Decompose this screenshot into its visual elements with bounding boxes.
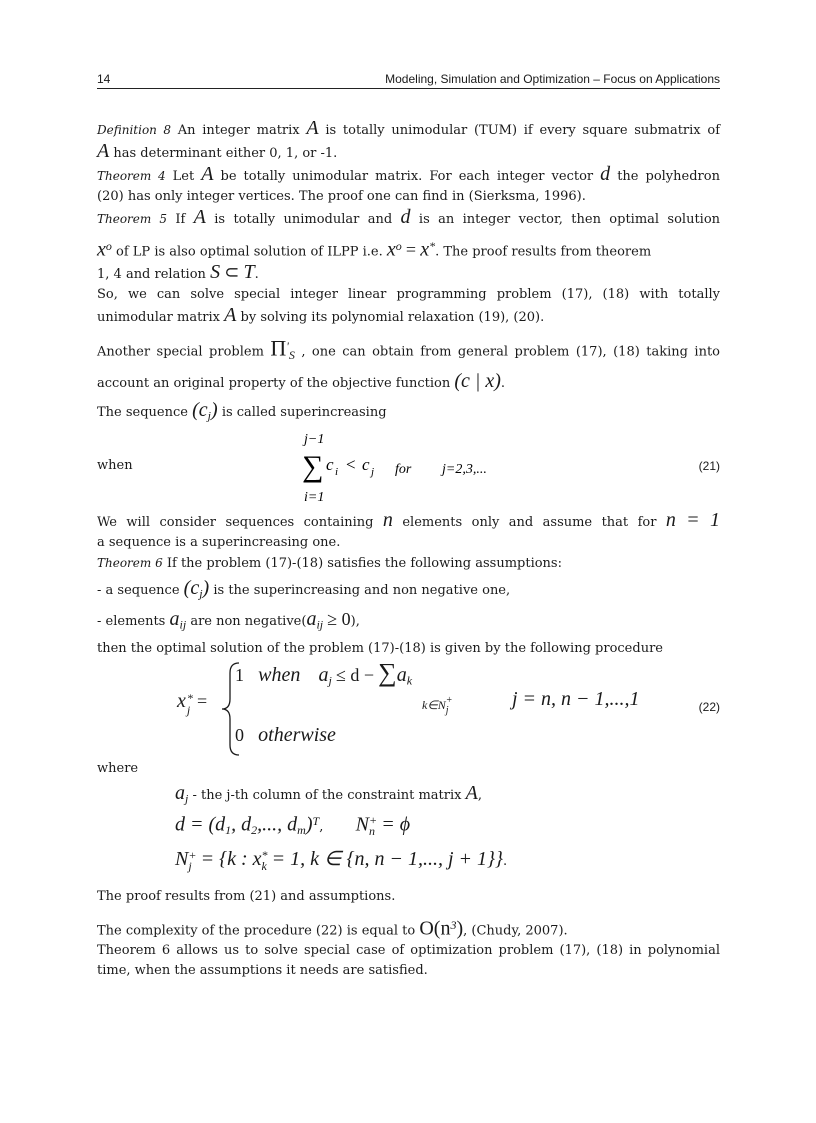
where-label: where (97, 761, 139, 777)
eq22-case-0: 0 otherwise (235, 724, 336, 747)
eq21-lt: < (346, 454, 356, 474)
where-definitions (175, 809, 720, 887)
theorem-5-line-2: $x^o$ of LP is also optimal solution of ILPP i.e. $x^o = x^*$. The proof results from theorem (97, 238, 652, 261)
where-aj-definition: $a_j$ - the j-th column of the constraint matrix A, (175, 782, 482, 806)
definition-8-line-2: A has determinant either 0, 1, or -1. (97, 140, 338, 162)
definition-8-line-1: Definition 8 An integer matrix A is totally unimodular (TUM) if every square submatrix of (97, 117, 721, 139)
eq21-when: when (97, 457, 133, 473)
equation-22 (97, 658, 720, 757)
eq21-number: (21) (698, 458, 720, 473)
running-header (97, 72, 720, 89)
theorem-label: Theorem 5 (97, 212, 167, 226)
para-so-line-2: unimodular matrix A by solving its polynomial relaxation (19), (20). (97, 304, 545, 327)
para-special-line-1: Another special problem $\Pi'_S$ , one can obtain from general problem (17), (18) taking into (97, 335, 720, 363)
page-body (97, 118, 720, 981)
eq21-cj: c (362, 454, 370, 474)
eq21-ci: c (326, 454, 334, 474)
para-special-line-2: account an original property of the objective function (c | x). (97, 370, 506, 393)
closing-theorem6-line-2: time, when the assumptions it needs are satisfied. (97, 962, 428, 978)
page-number: 14 (97, 72, 111, 86)
eq21-cj-sub: j (371, 465, 375, 478)
running-title: Modeling, Simulation and Optimization – Focus on Applications (385, 72, 720, 86)
theorem-4-line-2: (20) has only integer vertices. The proof one can find in (Sierksma, 1996). (97, 189, 586, 204)
para-n-line-1: We will consider sequences containing n elements only and assume that for n = 1 (97, 508, 720, 531)
closing-theorem6-line-1: Theorem 6 allows us to solve special case of optimization problem (17), (18) in polynomial (97, 942, 720, 958)
eq22-range: j = n, n − 1,...,1 (512, 688, 640, 711)
theorem-5-line-3: 1, 4 and relation S ⊂ T. (97, 261, 259, 284)
theorem-4-line-1: Theorem 4 Let A be totally unimodular matrix. For each integer vector d the polyhedron (97, 163, 720, 185)
theorem-label: Theorem 6 (97, 555, 163, 570)
theorem-6-intro: Theorem 6 If the problem (17)-(18) satisfies the following assumptions: (97, 555, 562, 571)
eq21-lower-limit: i=1 (304, 489, 325, 505)
eq21-for: for (395, 461, 412, 477)
eq22-number: (22) (698, 700, 720, 715)
nj-set-definition: N + j = {k : x * k = 1, k ∈ {n, n − 1,..., j + 1}}. (175, 847, 508, 874)
para-sequence: The sequence $(c_j)$ is called superincreasing (97, 399, 387, 423)
d-vector-definition: $d = (d_1$, $d_2$,..., $d_m)^T$, N + n = ϕ (175, 812, 411, 839)
eq21-range: j=2,3,... (442, 461, 487, 477)
eq22-case-1: 1 when $a_j \le d - \sum a_k$ (235, 658, 413, 688)
definition-label: Definition 8 (97, 123, 171, 137)
eq22-sum-limit: k∈N + j (422, 695, 453, 717)
eq21-upper-limit: j−1 (304, 431, 325, 447)
eq22-lhs: x * j = (177, 690, 208, 717)
eq21-ci-sub: i (335, 465, 339, 478)
theorem-5-line-1: Theorem 5 If A is totally unimodular and d is an integer vector, then optimal solution (97, 206, 721, 228)
theorem-6-conclusion: then the optimal solution of the problem (17)-(18) is given by the following procedure (97, 641, 663, 657)
theorem-6-assumption-1: - a sequence $(c_j)$ is the superincreasing and non negative one, (97, 576, 511, 601)
equation-21 (97, 430, 720, 508)
para-so-line-1: So, we can solve special integer linear programming problem (17), (18) with totally (97, 287, 720, 303)
closing-proof: The proof results from (21) and assumptions. (97, 888, 396, 904)
theorem-6-assumption-2: - elements $a_{ij}$ are non $negative(a_{ij} \ge 0)$, (97, 608, 360, 633)
eq21-formula (302, 430, 562, 508)
theorem-label: Theorem 4 (97, 169, 166, 183)
eq21-sigma: ∑ (302, 449, 324, 483)
para-n-line-2: a sequence is a superincreasing one. (97, 534, 341, 550)
closing-complexity: The complexity of the procedure (22) is equal to $O(n^3)$, (Chudy, 2007). (97, 916, 568, 939)
